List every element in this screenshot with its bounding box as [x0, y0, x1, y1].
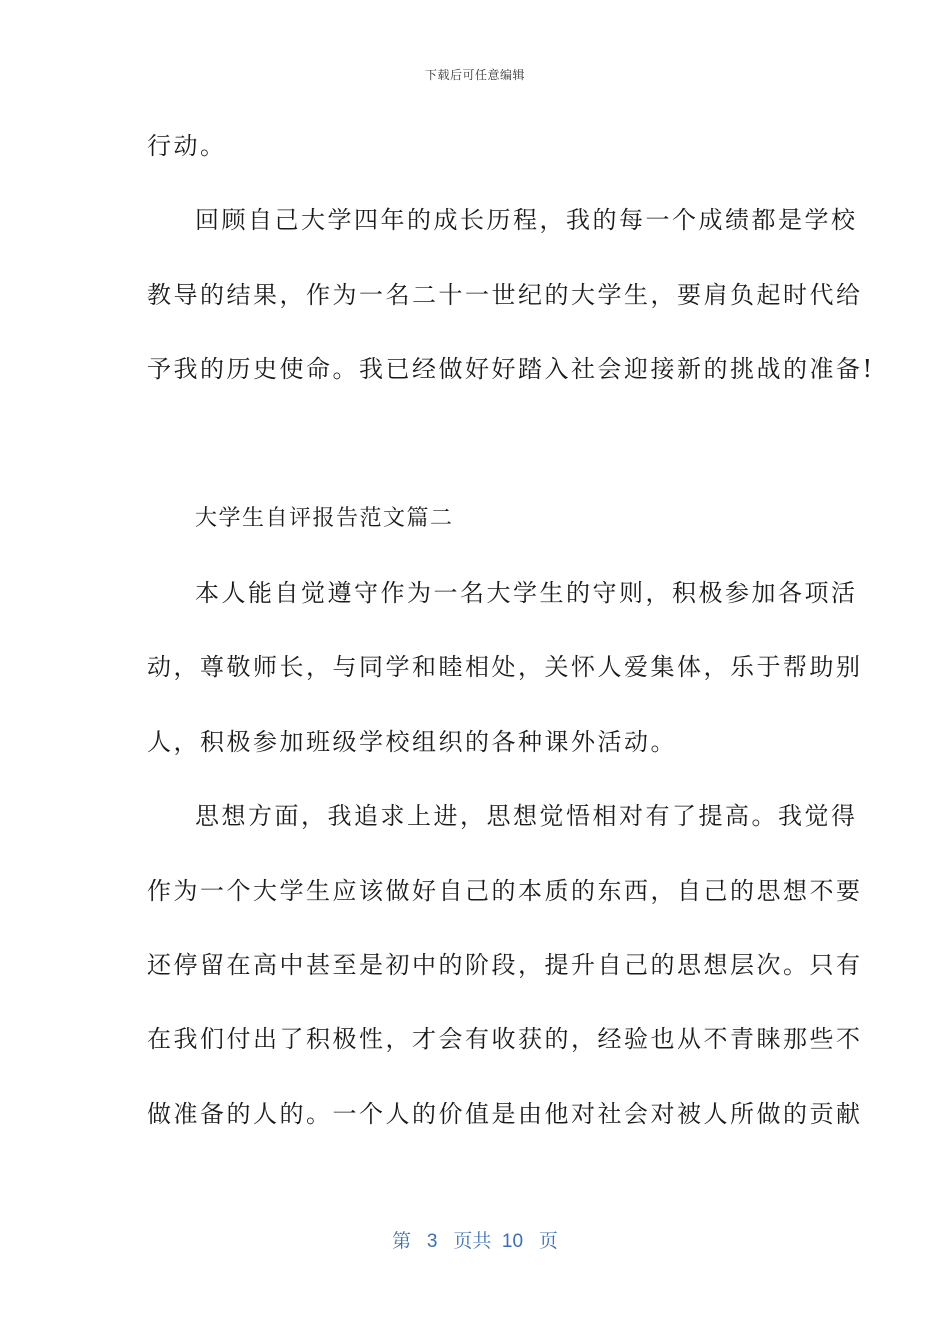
paragraph-start-line: 思想方面，我追求上进，思想觉悟相对有了提高。我觉得 — [195, 802, 858, 830]
body-line: 动，尊敬师长，与同学和睦相处，关怀人爱集体，乐于帮助别 — [147, 653, 863, 681]
body-line: 行动。 — [147, 132, 227, 160]
body-line: 作为一个大学生应该做好自己的本质的东西，自己的思想不要 — [147, 877, 863, 905]
body-line: 人，积极参加班级学校组织的各种课外活动。 — [147, 728, 677, 756]
page-suffix: 页 — [538, 1231, 558, 1252]
page-prefix: 第 — [392, 1231, 412, 1252]
page-mid-label: 页共 — [453, 1231, 492, 1252]
body-line: 还停留在高中甚至是初中的阶段，提升自己的思想层次。只有 — [147, 951, 863, 979]
section-heading: 大学生自评报告范文篇二 — [195, 506, 454, 531]
paragraph-start-line: 回顾自己大学四年的成长历程，我的每一个成绩都是学校 — [195, 206, 858, 234]
total-pages-number: 10 — [501, 1231, 524, 1252]
body-line: 教导的结果，作为一名二十一世纪的大学生，要肩负起时代给 — [147, 281, 863, 309]
page-header-note: 下载后可任意编辑 — [424, 68, 525, 82]
body-line: 在我们付出了积极性，才会有收获的，经验也从不青睐那些不 — [147, 1025, 863, 1053]
body-line: 予我的历史使命。我已经做好好踏入社会迎接新的挑战的准备! — [147, 355, 875, 383]
current-page-number: 3 — [426, 1231, 438, 1252]
body-line: 做准备的人的。一个人的价值是由他对社会对被人所做的贡献 — [147, 1100, 863, 1128]
paragraph-start-line: 本人能自觉遵守作为一名大学生的守则，积极参加各项活 — [195, 579, 858, 607]
page-number-footer — [0, 1226, 950, 1253]
